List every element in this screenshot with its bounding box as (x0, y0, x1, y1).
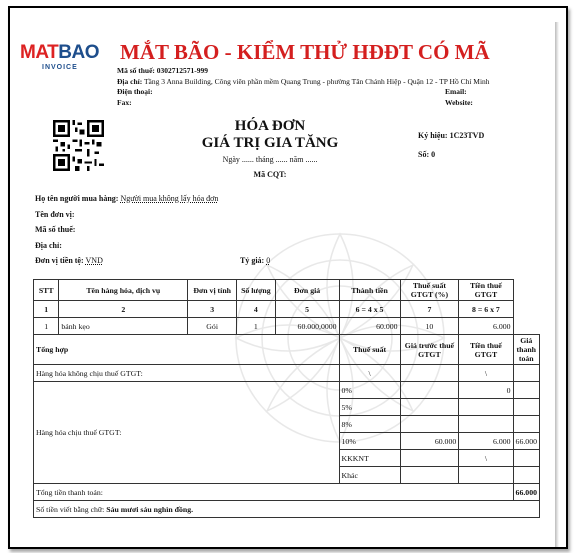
rate-tax: 0 (459, 382, 513, 399)
grand-total-value: 66.000 (513, 484, 539, 501)
taxable-label: Hàng hóa chịu thuế GTGT: (34, 382, 340, 484)
buyer-tax-label: Mã số thuế: (35, 225, 76, 234)
seller-info (117, 66, 537, 108)
buyer-name-value: Người mua không lấy hóa đơn (120, 194, 219, 203)
summary-header-row (34, 335, 540, 365)
index-cell: 4 (237, 301, 276, 318)
company-title: MẮT BÃO - KIỂM THỬ HĐĐT CÓ MÃ (120, 40, 490, 64)
non-taxable-label: Hàng hóa không chịu thuế GTGT: (34, 365, 340, 382)
symbol-label: Ký hiệu: (418, 131, 448, 140)
summary-total-header: Giá thanh toán (513, 335, 539, 365)
item-stt: 1 (34, 318, 59, 335)
seller-website-label: Website: (445, 97, 473, 107)
amount-in-words (34, 501, 540, 518)
rate-tax (459, 467, 513, 484)
header-unit-price: Đơn giá (275, 280, 339, 301)
exchange-rate-value: 0 (266, 256, 271, 265)
item-name: bánh kẹo (59, 318, 188, 335)
invoice-title (180, 118, 360, 152)
index-cell: 1 (34, 301, 59, 318)
rate-tax (459, 399, 513, 416)
buyer-address-label: Địa chỉ: (35, 240, 62, 250)
rate-value: 5% (339, 399, 400, 416)
rate-total (513, 416, 539, 433)
index-cell: 7 (400, 301, 459, 318)
rate-row (34, 382, 540, 399)
rate-value: Khác (339, 467, 400, 484)
rate-value: 0% (339, 382, 400, 399)
rate-pretax (400, 450, 459, 467)
header-quantity: Số lượng (237, 280, 276, 301)
logo-subtitle: INVOICE (42, 64, 78, 71)
rate-total (513, 399, 539, 416)
seller-fax-label: Fax: (117, 97, 132, 107)
seller-address-label: Địa chỉ: (117, 76, 143, 86)
rate-total (513, 382, 539, 399)
symbol-value: 1C23TVD (449, 131, 485, 140)
seller-address-value: Tầng 3 Anna Building, Công viên phần mềm Quang Trung - phường Tân Chánh Hiệp - Quận 12 - TP Hồ Chí Minh (143, 76, 490, 86)
table-header-row (34, 280, 540, 301)
invoice-title-line2: GIÁ TRỊ GIA TĂNG (201, 135, 339, 151)
amount-in-words-row (34, 501, 540, 518)
rate-tax (459, 416, 513, 433)
summary-label: Tổng hợp (34, 335, 340, 365)
cqt-code-label: Mã CQT: (253, 170, 287, 179)
seller-tax-value: 0302712571-999 (156, 66, 209, 75)
summary-rate-header: Thuế suất (339, 335, 400, 365)
rate-value: 10% (339, 433, 400, 450)
item-vat-rate: 10 (400, 318, 459, 335)
index-cell: 5 (275, 301, 339, 318)
currency-value: VND (85, 256, 103, 265)
buyer-unit-label: Tên đơn vị: (35, 209, 75, 219)
header-vat-amount: Tiền thuế GTGT (459, 280, 513, 301)
table-index-row (34, 301, 540, 318)
rate-pretax (400, 416, 459, 433)
item-unit: Gói (188, 318, 237, 335)
header-amount: Thành tiền (339, 280, 400, 301)
invoice-symbol-block (418, 126, 484, 164)
seller-email-label: Email: (445, 87, 467, 96)
buyer-name-label: Họ tên người mua hàng: (35, 194, 119, 203)
index-cell: 6 = 4 x 5 (339, 301, 400, 318)
rate-total: 66.000 (513, 433, 539, 450)
invoice-date: Ngày ...... tháng ...... năm ...... (222, 155, 318, 164)
rate-value: KKKNT (339, 450, 400, 467)
grand-total-row (34, 484, 540, 501)
rate-value: 8% (339, 416, 400, 433)
non-taxable-row (34, 365, 540, 382)
header-item-name: Tên hàng hóa, dịch vụ (59, 280, 188, 301)
page-shadow (555, 22, 559, 549)
company-logo (20, 42, 106, 84)
non-taxable-tax: \ (459, 365, 513, 382)
header-unit: Đơn vị tính (188, 280, 237, 301)
rate-total (513, 467, 539, 484)
rate-pretax: 60.000 (400, 433, 459, 450)
non-taxable-total (513, 365, 539, 382)
item-amount: 60.000 (339, 318, 400, 335)
number-value: 0 (431, 150, 436, 159)
buyer-info (35, 191, 515, 269)
currency-label: Đơn vị tiền tệ: (35, 256, 84, 265)
rate-pretax (400, 399, 459, 416)
rate-pretax (400, 382, 459, 399)
seller-tax-label: Mã số thuế: (117, 66, 155, 75)
amount-in-words-label: Số tiền viết bằng chữ: (36, 504, 105, 514)
qr-code-icon (53, 120, 104, 171)
summary-tax-header: Tiền thuế GTGT (459, 335, 513, 365)
seller-phone-label: Điện thoại: (117, 87, 153, 96)
header-vat-rate: Thuế suất GTGT (%) (400, 280, 459, 301)
rate-total (513, 450, 539, 467)
non-taxable-rate: \ (339, 365, 400, 382)
rate-tax: 6.000 (459, 433, 513, 450)
table-row (34, 318, 540, 335)
invoice-title-line1: HÓA ĐƠN (234, 118, 306, 134)
amount-in-words-value: Sáu mươi sáu nghìn đồng. (106, 504, 194, 514)
item-quantity: 1 (237, 318, 276, 335)
index-cell: 8 = 6 x 7 (459, 301, 513, 318)
item-vat-amount: 6.000 (459, 318, 513, 335)
item-unit-price: 60.000,0000 (275, 318, 339, 335)
non-taxable-pretax (400, 365, 459, 382)
rate-pretax (400, 467, 459, 484)
header-stt: STT (34, 280, 59, 301)
invoice-items-table (33, 279, 540, 518)
logo-wordmark: MATBAO (20, 42, 99, 63)
rate-tax: \ (459, 450, 513, 467)
grand-total-label: Tổng tiền thanh toán: (34, 484, 514, 501)
index-cell: 3 (188, 301, 237, 318)
exchange-rate-label: Tỷ giá: (240, 256, 265, 265)
number-label: Số: (418, 150, 430, 159)
summary-pretax-header: Giá trước thuế GTGT (400, 335, 459, 365)
index-cell: 2 (59, 301, 188, 318)
